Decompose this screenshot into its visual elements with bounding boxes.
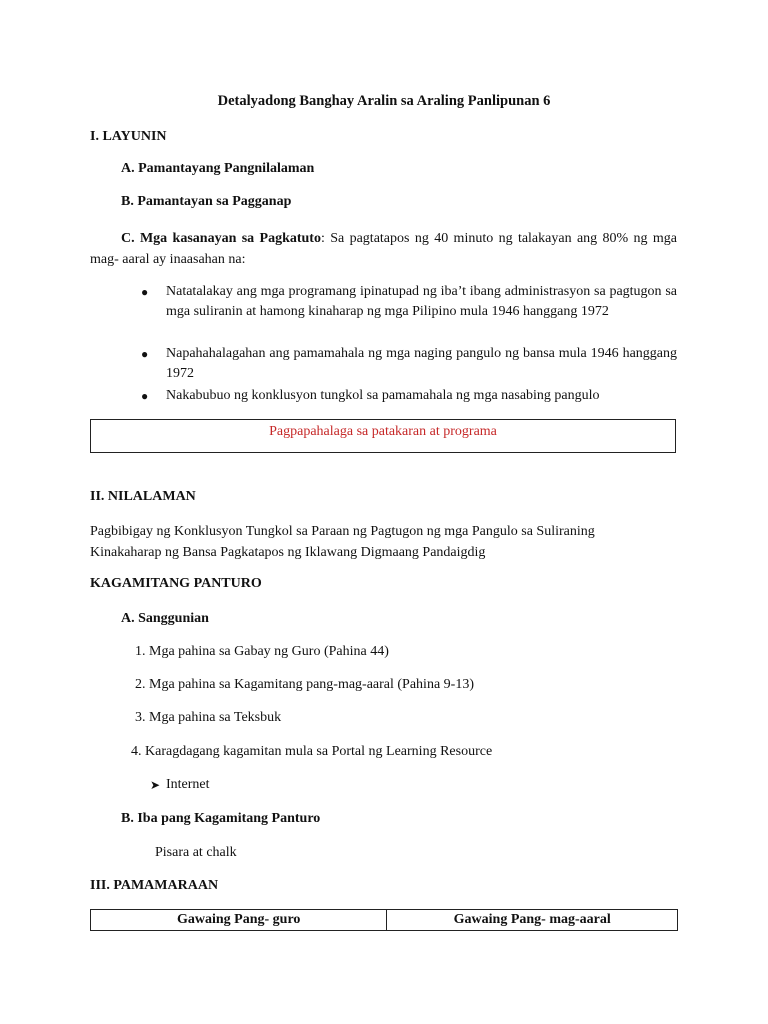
pamamaraan-table [90, 909, 678, 931]
sanggunian-item: 3. Mga pahina sa Teksbuk [135, 710, 282, 725]
sub-list-item: Internet [166, 777, 210, 792]
subheading-sanggunian: A. Sanggunian [121, 611, 209, 626]
section-heading-pamamaraan: III. PAMAMARAAN [90, 878, 219, 893]
list-item: Napahahalagahan ang pamamahala ng mga naging pangulo ng bansa mula 1946 hanggang 1972 [166, 346, 677, 381]
pagpapahalaga-box [90, 419, 676, 453]
list-item: Natatalakay ang mga programang ipinatupad ng iba’t ibang administrasyon sa pagtugon sa mga suliranin at hamong kinaharap ng mga Pilipino mula 1946 hanggang 1972 [166, 284, 677, 319]
iba-pang-kagamitan-text: Pisara at chalk [155, 845, 237, 860]
section-heading-layunin: I. LAYUNIN [90, 129, 167, 144]
subheading-iba-pang-kagamitan: B. Iba pang Kagamitang Panturo [121, 811, 321, 826]
sanggunian-item: 4. Karagdagang kagamitan mula sa Portal ng Learning Resource [131, 744, 493, 759]
column-header-mag-aaral: Gawaing Pang- mag-aaral [387, 910, 678, 931]
list-item: Nakabubuo ng konklusyon tungkol sa pamamahala ng mga nasabing pangulo [166, 388, 600, 403]
nilalaman-text: Pagbibigay ng Konklusyon Tungkol sa Paraan ng Pagtugon ng mga Pangulo sa Suliraning Kinakaharap ng Bansa Pagkatapos ng Iklawang Digmaang Pandaigdig [90, 524, 595, 560]
bullet-icon: ● [141, 389, 149, 403]
table-header-row [91, 910, 678, 931]
kasanayan-text: : Sa pagtatapos ng 40 minuto ng talakayan ang 80% ng mga mag- aaral ay inaasahan na: [90, 231, 678, 267]
bullet-icon: ● [141, 285, 149, 299]
kasanayan-label: C. Mga kasanayan sa Pagkatuto [121, 231, 321, 246]
document-title: Detalyadong Banghay Aralin sa Araling Panlipunan 6 [217, 93, 551, 109]
sanggunian-item: 1. Mga pahina sa Gabay ng Guro (Pahina 44) [135, 644, 389, 659]
kasanayan-paragraph [90, 228, 677, 270]
bullet-icon: ● [141, 347, 149, 361]
section-heading-nilalaman: II. NILALAMAN [90, 489, 196, 504]
column-header-guro: Gawaing Pang- guro [91, 910, 387, 931]
sanggunian-item: 2. Mga pahina sa Kagamitang pang-mag-aaral (Pahina 9-13) [135, 677, 474, 692]
pagpapahalaga-text: Pagpapahalaga sa patakaran at programa [269, 424, 497, 439]
subheading-pamantayang-pangnilalaman: A. Pamantayang Pangnilalaman [121, 161, 315, 176]
section-heading-kagamitan: KAGAMITANG PANTURO [90, 576, 262, 591]
arrow-bullet-icon: ➤ [150, 778, 161, 792]
subheading-pamantayan-sa-pagganap: B. Pamantayan sa Pagganap [121, 194, 292, 209]
